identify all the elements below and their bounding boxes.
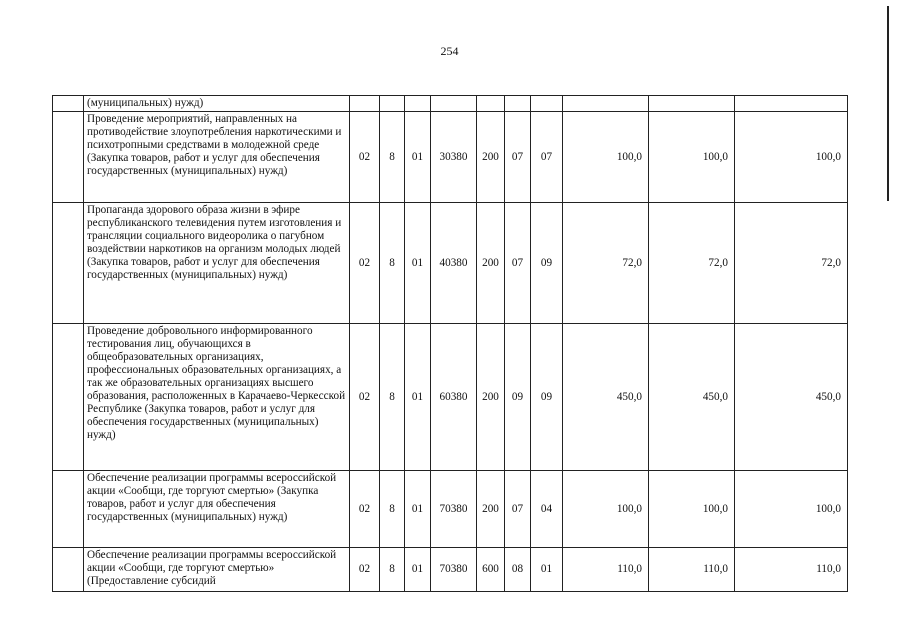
code-cell: 70380: [431, 471, 477, 548]
amount-cell: 100,0: [649, 112, 735, 203]
amount-cell: 110,0: [649, 548, 735, 592]
code-cell: 70380: [431, 548, 477, 592]
page-number: 254: [440, 44, 459, 58]
code-cell: [405, 96, 431, 112]
code-cell: 8: [380, 112, 405, 203]
code-cell: [477, 96, 505, 112]
amount-cell: 100,0: [735, 471, 848, 548]
code-cell: [531, 96, 563, 112]
description-cell: Проведение мероприятий, направленных на противодействие злоупотребления наркотическими и психотропными средствами в молодежной среде (Закупка товаров, работ и услуг для обеспечения государственных (муниципальных) нужд): [84, 112, 350, 203]
code-cell: 09: [505, 324, 531, 471]
code-cell: 02: [350, 471, 380, 548]
code-cell: 07: [505, 112, 531, 203]
amount-cell: 72,0: [649, 203, 735, 324]
code-cell: 04: [531, 471, 563, 548]
amount-cell: 450,0: [649, 324, 735, 471]
row-marker-cell: [53, 112, 84, 203]
amount-cell: 450,0: [735, 324, 848, 471]
amount-cell: 100,0: [735, 112, 848, 203]
amount-cell: [563, 96, 649, 112]
description-cell: Обеспечение реализации программы всероссийской акции «Сообщи, где торгуют смертью» (Закупка товаров, работ и услуг для обеспечения государственных (муниципальных) нужд): [84, 471, 350, 548]
code-cell: 30380: [431, 112, 477, 203]
table-row: [53, 203, 848, 324]
code-cell: 09: [531, 324, 563, 471]
code-cell: 200: [477, 324, 505, 471]
description-cell: (муниципальных) нужд): [84, 96, 350, 112]
table-row: [53, 112, 848, 203]
code-cell: 07: [531, 112, 563, 203]
budget-table: [52, 95, 848, 592]
description-cell: Проведение добровольного информированного тестирования лиц, обучающихся в общеобразовательных организациях, профессиональных образовательных организациях, а так же образовательных организациях высшего образования, расположенных в Карачаево-Черкесской Республике (Закупка товаров, работ и услуг для обеспечения государственных (муниципальных) нужд): [84, 324, 350, 471]
amount-cell: [735, 96, 848, 112]
amount-cell: 450,0: [563, 324, 649, 471]
table-row: [53, 471, 848, 548]
code-cell: 02: [350, 203, 380, 324]
code-cell: 01: [405, 112, 431, 203]
code-cell: 02: [350, 324, 380, 471]
row-marker-cell: [53, 203, 84, 324]
row-marker-cell: [53, 96, 84, 112]
code-cell: 02: [350, 548, 380, 592]
table-row: [53, 96, 848, 112]
amount-cell: 110,0: [563, 548, 649, 592]
code-cell: [380, 96, 405, 112]
code-cell: 200: [477, 471, 505, 548]
code-cell: 01: [405, 324, 431, 471]
code-cell: 09: [531, 203, 563, 324]
amount-cell: 72,0: [563, 203, 649, 324]
code-cell: 01: [405, 203, 431, 324]
code-cell: 8: [380, 203, 405, 324]
description-cell: Пропаганда здорового образа жизни в эфире республиканского телевидения путем изготовления и трансляции социального видеоролика о пагубном воздействии наркотиков на организм молодых людей (Закупка товаров, работ и услуг для обеспечения государственных (муниципальных) нужд): [84, 203, 350, 324]
code-cell: 01: [405, 471, 431, 548]
code-cell: 02: [350, 112, 380, 203]
amount-cell: 72,0: [735, 203, 848, 324]
code-cell: 8: [380, 548, 405, 592]
table-row: [53, 324, 848, 471]
code-cell: 01: [531, 548, 563, 592]
amount-cell: 100,0: [563, 471, 649, 548]
code-cell: 200: [477, 203, 505, 324]
code-cell: 8: [380, 471, 405, 548]
scan-edge-rule: [887, 6, 889, 201]
code-cell: 07: [505, 203, 531, 324]
amount-cell: [649, 96, 735, 112]
code-cell: 600: [477, 548, 505, 592]
amount-cell: 110,0: [735, 548, 848, 592]
code-cell: [350, 96, 380, 112]
code-cell: 60380: [431, 324, 477, 471]
code-cell: 200: [477, 112, 505, 203]
row-marker-cell: [53, 471, 84, 548]
row-marker-cell: [53, 324, 84, 471]
code-cell: 8: [380, 324, 405, 471]
description-cell: Обеспечение реализации программы всероссийской акции «Сообщи, где торгуют смертью» (Предоставление субсидий: [84, 548, 350, 592]
table-row: [53, 548, 848, 592]
row-marker-cell: [53, 548, 84, 592]
code-cell: 07: [505, 471, 531, 548]
code-cell: 01: [405, 548, 431, 592]
amount-cell: 100,0: [563, 112, 649, 203]
code-cell: [431, 96, 477, 112]
code-cell: 08: [505, 548, 531, 592]
code-cell: 40380: [431, 203, 477, 324]
amount-cell: 100,0: [649, 471, 735, 548]
code-cell: [505, 96, 531, 112]
